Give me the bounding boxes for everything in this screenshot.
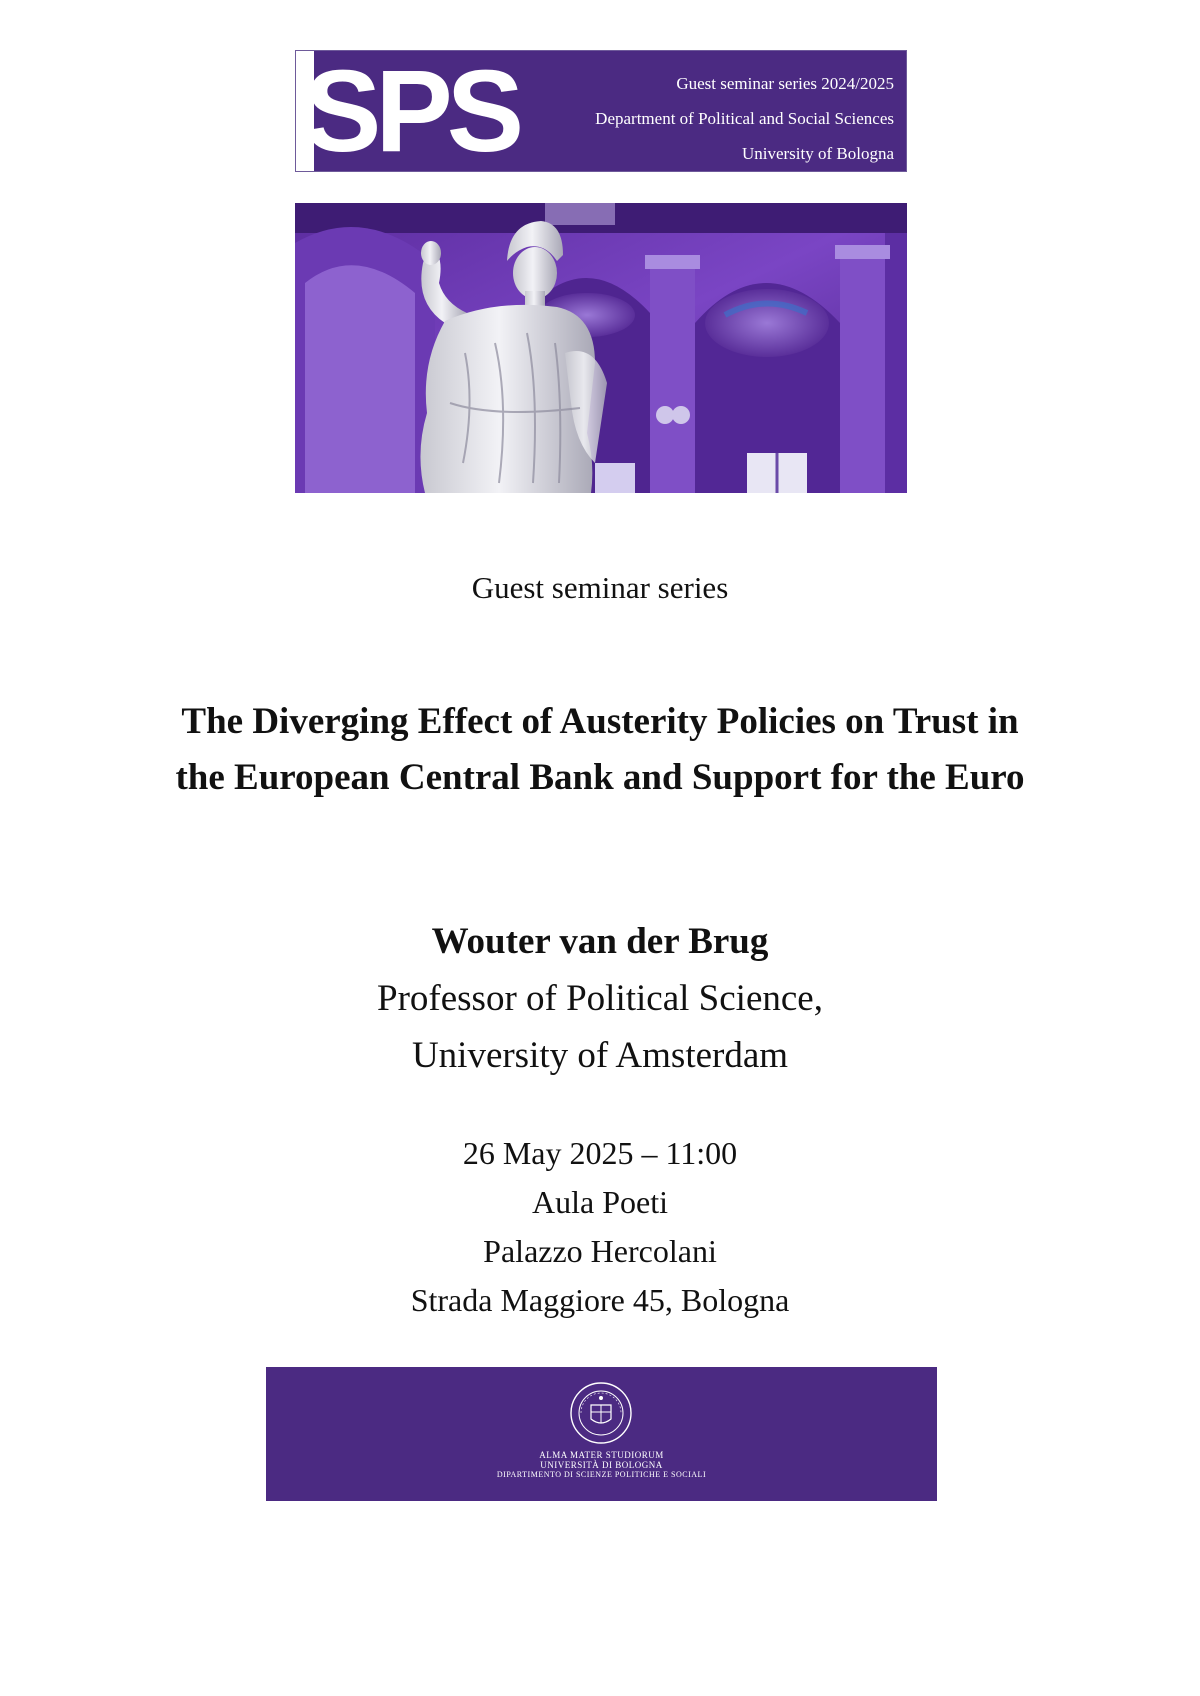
footer-department: DIPARTIMENTO DI SCIENZE POLITICHE E SOCIALI	[496, 1470, 707, 1479]
event-details	[0, 1129, 1200, 1325]
talk-title-line-1: The Diverging Effect of Austerity Policies on Trust in	[181, 701, 1019, 742]
hero-image	[295, 203, 907, 493]
series-label: Guest seminar series	[471, 570, 729, 605]
event-address: Strada Maggiore 45, Bologna	[410, 1282, 790, 1318]
statue-hall-illustration	[295, 203, 907, 493]
speaker-affiliation: University of Amsterdam	[411, 1035, 789, 1076]
speaker-role: Professor of Political Science,	[377, 978, 823, 1019]
footer-university: UNIVERSITÀ DI BOLOGNA	[540, 1460, 663, 1470]
university-seal-icon	[569, 1381, 633, 1445]
footer-text	[266, 1450, 937, 1480]
event-room: Aula Poeti	[532, 1184, 668, 1220]
talk-title	[0, 694, 1200, 806]
speaker-block	[0, 913, 1200, 1084]
sps-logo: SPS	[304, 46, 519, 176]
header-text	[595, 66, 894, 171]
header-series-line: Guest seminar series 2024/2025	[676, 74, 894, 93]
footer-banner	[266, 1367, 937, 1501]
talk-title-line-2: the European Central Bank and Support for the Euro	[175, 757, 1025, 798]
header-department-line: Department of Political and Social Sciences	[595, 109, 894, 128]
speaker-name: Wouter van der Brug	[431, 921, 769, 962]
event-date-time: 26 May 2025 – 11:00	[462, 1135, 738, 1171]
header-university-line: University of Bologna	[741, 144, 894, 163]
header-banner	[295, 46, 907, 176]
footer-alma-mater: ALMA MATER STUDIORUM	[539, 1450, 664, 1460]
event-building: Palazzo Hercolani	[483, 1233, 717, 1269]
